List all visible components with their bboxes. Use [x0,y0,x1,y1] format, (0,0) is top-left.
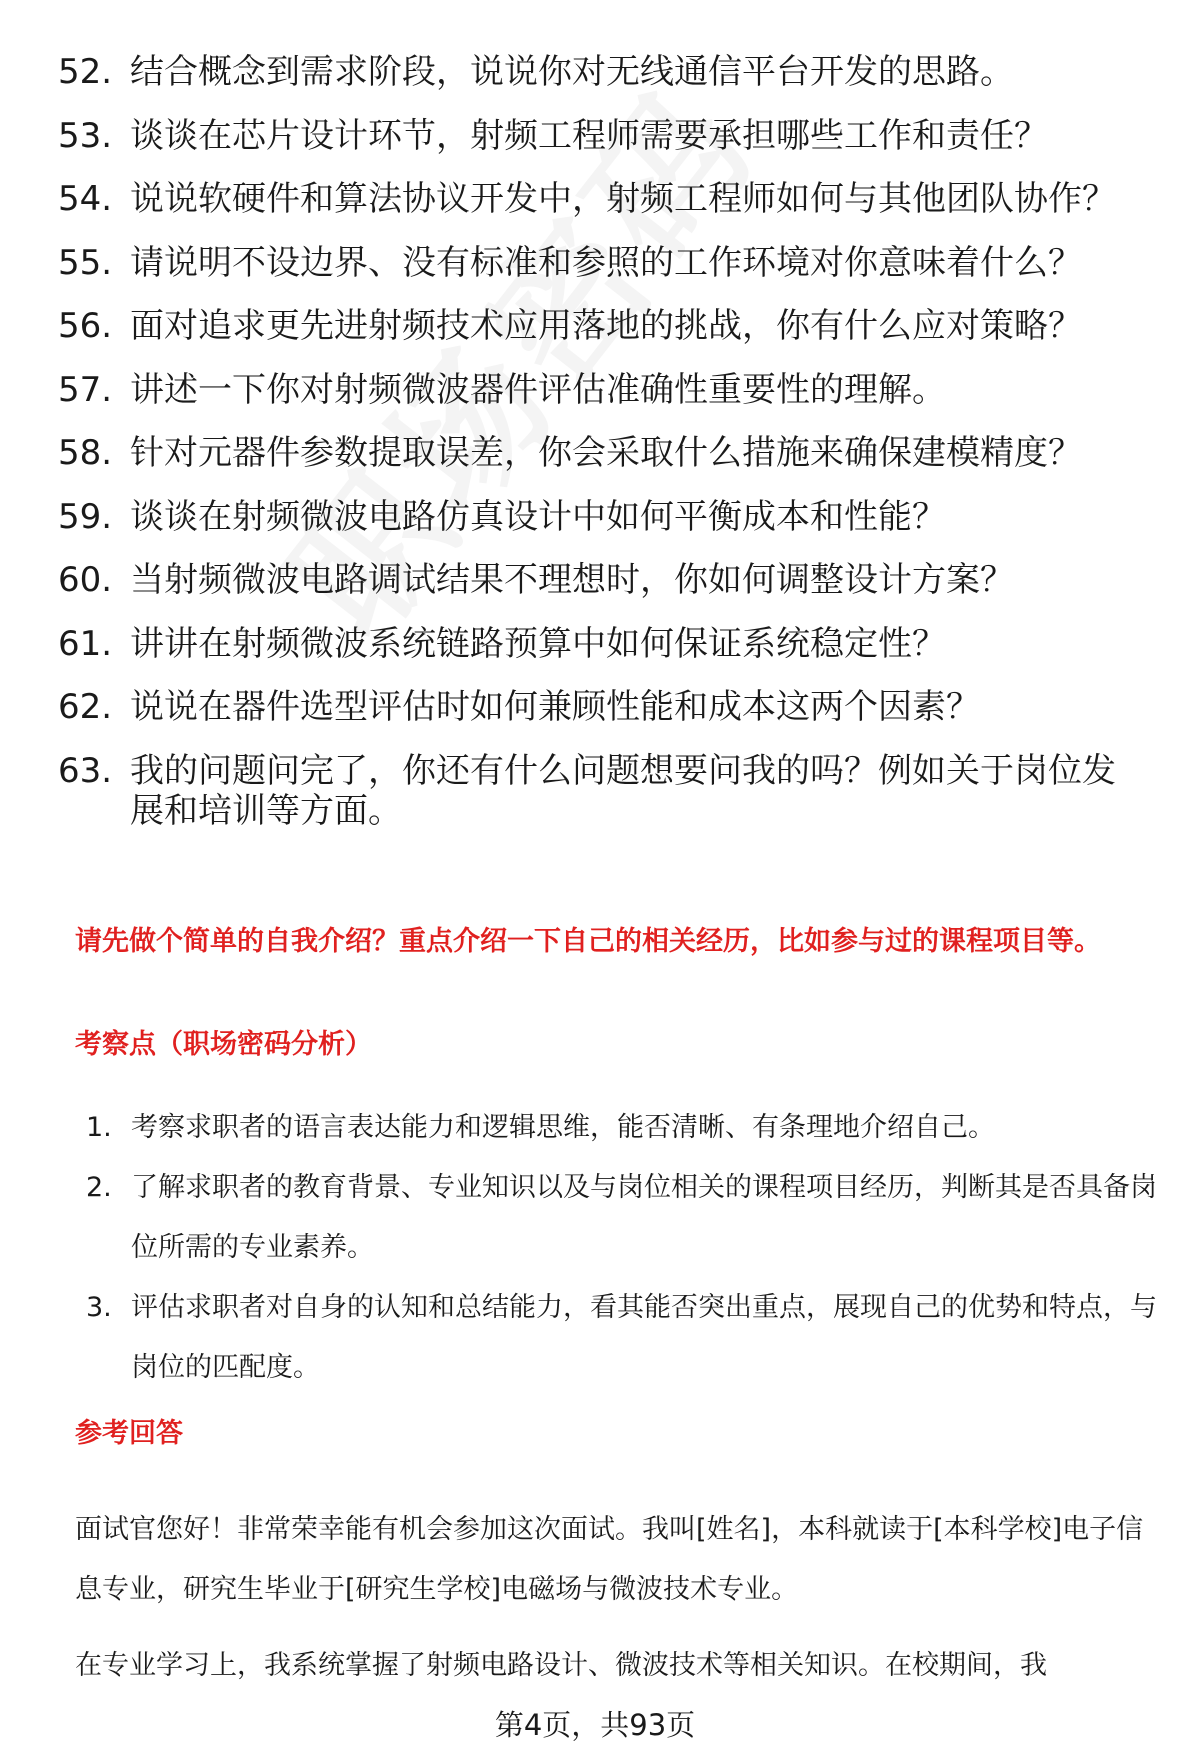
page-footer: 第4页，共93页 [494,1708,696,1742]
question-number: 53. [58,115,113,156]
question-text: 讲讲在射频微波系统链路预算中如何保证系统稳定性？ [130,623,946,664]
question-text: 面对追求更先进射频技术应用落地的挑战，你有什么应对策略？ [130,306,1082,346]
question-item [58,243,1168,283]
question-item [58,179,1168,219]
points-heading: 考察点（职场密码分析） [75,1029,372,1060]
point-number: 3. [86,1292,112,1323]
point-item [86,1098,1166,1158]
question-number: 52. [58,52,113,92]
question-item [58,116,1168,156]
question-number: 57. [58,369,113,410]
question-number: 58. [58,433,113,473]
question-text: 讲述一下你对射频微波器件评估准确性重要性的理解。 [130,369,946,410]
question-number: 56. [58,306,113,346]
answer-heading: 参考回答 [75,1418,183,1449]
point-item [86,1158,1166,1278]
question-item [58,52,1168,92]
question-number: 59. [58,496,113,537]
question-item [58,433,1168,473]
points-list [86,1098,1166,1398]
point-text: 了解求职者的教育背景、专业知识以及与岗位相关的课程项目经历，判断其是否具备岗位所需的专业素养。 [131,1172,1157,1263]
question-item [58,306,1168,346]
question-text: 谈谈在射频微波电路仿真设计中如何平衡成本和性能？ [130,496,946,537]
point-number: 1. [86,1112,112,1143]
question-text: 结合概念到需求阶段，说说你对无线通信平台开发的思路。 [130,52,1014,92]
question-number: 54. [58,179,113,219]
question-text: 请说明不设边界、没有标准和参照的工作环境对你意味着什么？ [130,242,1082,283]
question-item [58,687,1168,727]
question-text: 我的问题问完了，你还有什么问题想要问我的吗？例如关于岗位发展和培训等方面。 [130,750,1116,831]
question-number: 63. [58,750,113,791]
point-item [86,1278,1166,1398]
question-item [58,497,1168,537]
section-question-heading: 请先做个简单的自我介绍？重点介绍一下自己的相关经历，比如参与过的课程项目等。 [75,926,1101,957]
point-number: 2. [86,1172,112,1203]
question-list [58,52,1168,854]
question-text: 当射频微波电路调试结果不理想时，你如何调整设计方案？ [130,560,1014,600]
question-item [58,370,1168,410]
question-text: 说说在器件选型评估时如何兼顾性能和成本这两个因素？ [130,687,980,727]
point-text: 评估求职者对自身的认知和总结能力，看其能否突出重点，展现自己的优势和特点，与岗位的匹配度。 [131,1292,1157,1383]
question-number: 55. [58,242,113,283]
question-item [58,560,1168,600]
answer-paragraph: 面试官您好！非常荣幸能有机会参加这次面试。我叫[姓名]，本科就读于[本科学校]电子信息专业，研究生毕业于[研究生学校]电磁场与微波技术专业。 [75,1514,1144,1605]
question-text: 说说软硬件和算法协议开发中，射频工程师如何与其他团队协作？ [130,179,1116,219]
question-text: 针对元器件参数提取误差，你会采取什么措施来确保建模精度？ [130,433,1082,473]
question-item [58,751,1168,831]
question-item [58,624,1168,664]
point-text: 考察求职者的语言表达能力和逻辑思维，能否清晰、有条理地介绍自己。 [131,1112,995,1143]
question-number: 60. [58,560,113,600]
question-text: 谈谈在芯片设计环节，射频工程师需要承担哪些工作和责任？ [130,115,1048,156]
answer-paragraph: 在专业学习上，我系统掌握了射频电路设计、微波技术等相关知识。在校期间，我 [75,1650,1047,1681]
question-number: 61. [58,623,113,664]
question-number: 62. [58,687,113,727]
